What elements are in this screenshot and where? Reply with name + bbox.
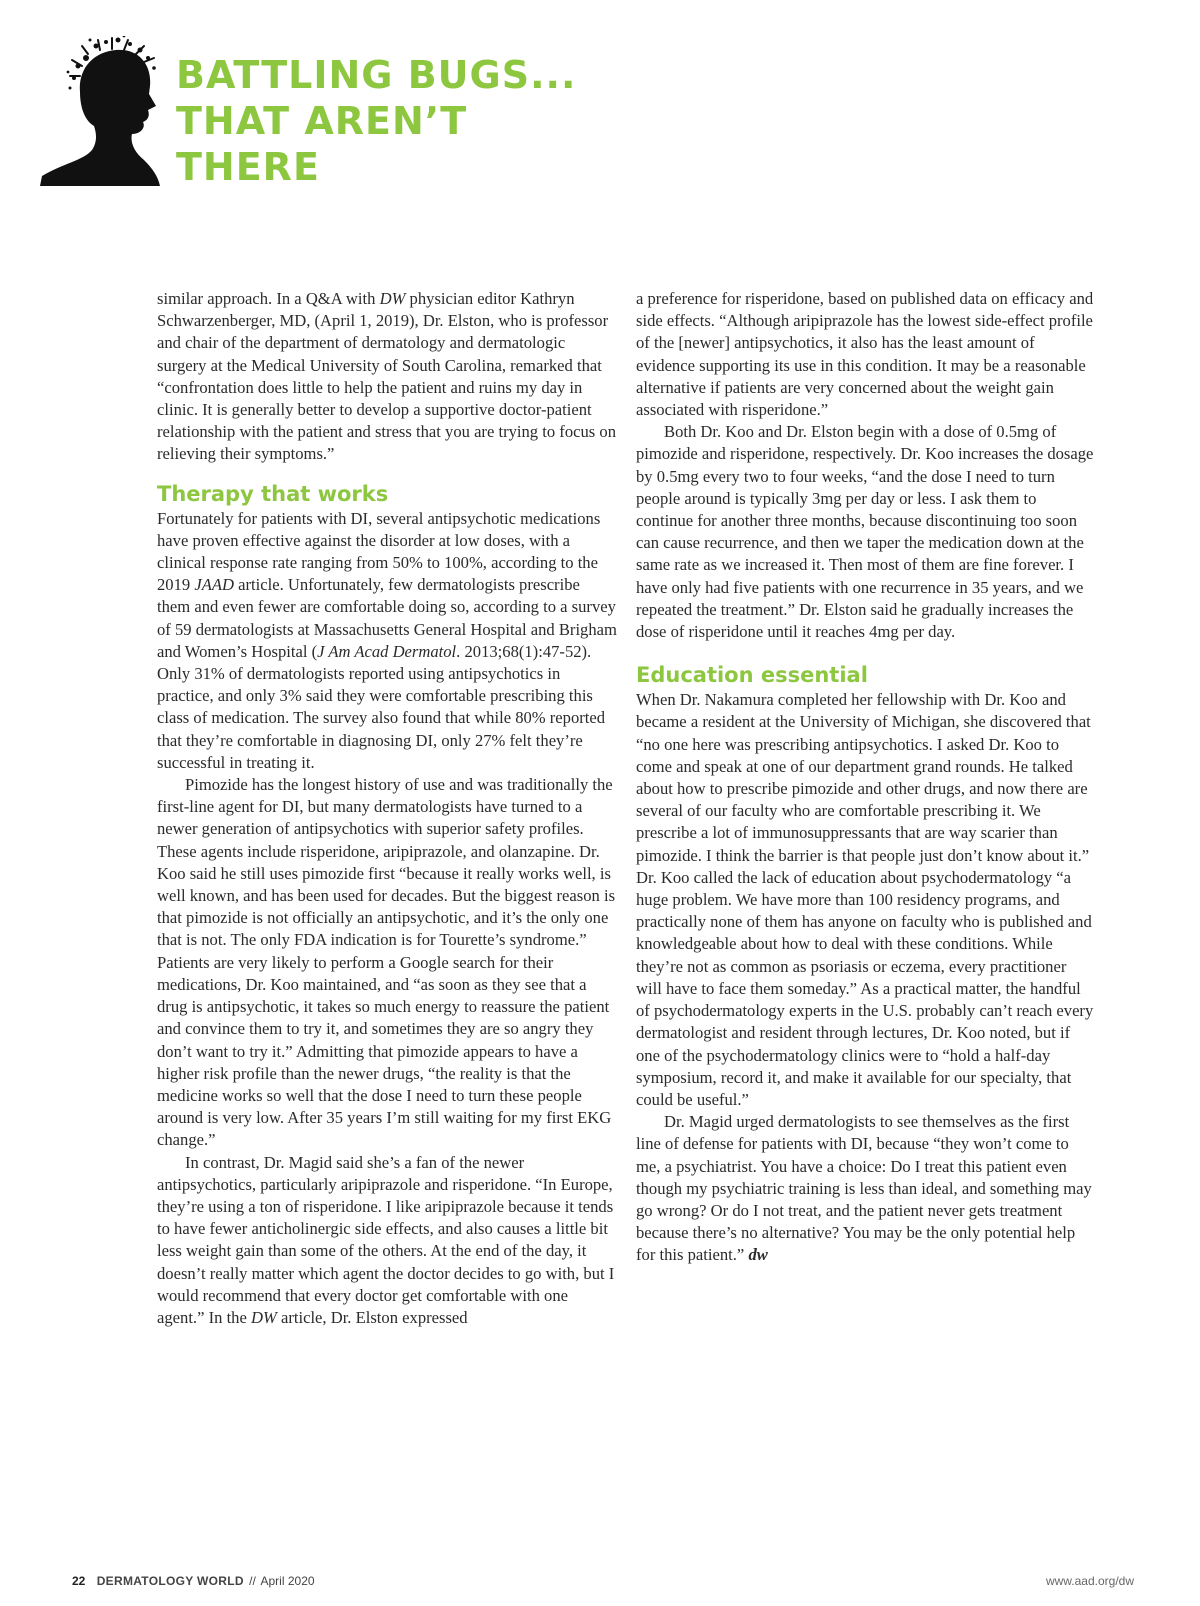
title-line: THAT AREN’T xyxy=(176,99,468,143)
publication-name: DERMATOLOGY WORLD xyxy=(96,1574,244,1588)
footer-separator: // xyxy=(249,1574,256,1588)
body-paragraph: Fortunately for patients with DI, several antipsychotic medications have proven effective against the disorder at low doses, with a clinical response rate ranging from 50% to 100%, according to the 2019 JAAD article. Unfortunately, few dermatologists prescribe them and even fewer are comfortable doing so, according to a survey of 59 dermatologists at Massachusetts General Hospital and Brigham and Women’s Hospital (J Am Acad Dermatol. 2013;68(1):47-52). Only 31% of dermatologists reported using antipsychotics in practice, and only 3% said they were comfortable prescribing this class of medication. The survey also found that while 80% reported that they’re comfortable in diagnosing DI, only 27% felt they’re successful in treating it. xyxy=(157,508,617,772)
head-silhouette-icon xyxy=(40,36,165,186)
issue-date: April 2020 xyxy=(260,1574,315,1588)
body-paragraph: In contrast, Dr. Magid said she’s a fan of the newer antipsychotics, particularly aripiprazole and risperidone. “In Europe, they’re using a ton of risperidone. I like aripiprazole because it tends to have fewer anticholinergic side effects, and also causes a little bit less weight gain than some of the others. At the end of the day, it doesn’t really matter which agent the doctor decides to go with, but I would recommend that every doctor get comfortable with one agent.” In the DW article, Dr. Elston expressed xyxy=(157,1152,615,1327)
body-paragraph: When Dr. Nakamura completed her fellowship with Dr. Koo and became a resident at the University of Michigan, she discovered that “no one here was prescribing antipsychotics. I asked Dr. Koo to come and speak at one of our department grand rounds. He talked about how to prescribe pimozide and other drugs, and now there are several of our faculty who are comfortable prescribing it. We prescribe a lot of immunosuppressants that are way scarier than pimozide. I think the barrier is that people just don’t know about it.” Dr. Koo called the lack of education about psychodermatology “a huge problem. We have more than 100 residency programs, and practically none of them has anyone on faculty who is published and knowledgeable about how to deal with these conditions. While they’re not as common as psoriasis or eczema, every practitioner will have to face them someday.” As a practical matter, the handful of psychodermatology experts in the U.S. probably can’t reach every dermatologist and resident through lectures, Dr. Koo noted, but if one of the psychodermatology clinics were to “hold a half-day symposium, record it, and make it available for our specialty, that could be useful.” xyxy=(636,690,1094,1109)
body-paragraph: a preference for risperidone, based on published data on efficacy and side effects. “Although aripiprazole has the lowest side-effect profile of the [newer] antipsychotics, it also has the least amount of evidence supporting its use in this condition. It may be a reasonable alternative if patients are very concerned about the weight gain associated with risperidone.” xyxy=(636,289,1094,420)
footer-url: www.aad.org/dw xyxy=(1045,1574,1134,1588)
body-paragraph: Pimozide has the longest history of use and was traditionally the first-line agent for DI, but many dermatologists have turned to a newer generation of antipsychotics with superior safety profiles. These agents include risperidone, aripiprazole, and olanzapine. Dr. Koo said he still uses pimozide first “because it really works well, is well known, and has been used for decades. But the biggest reason is that pimozide is not officially an antipsychotic, and it’s the only one that is not. The only FDA indication is for Tourette’s syndrome.” Patients are very likely to perform a Google search for their medications, Dr. Koo maintained, and “as soon as they see that a drug is antipsychotic, it takes so much energy to reassure the patient and convince them to try it, and sometimes they are so angry they don’t want to try it.” Admitting that pimozide appears to have a higher risk profile than the newer drugs, “the reality is that the medicine works so well that the dose I need to turn these people around is very low. After 35 years I’m still waiting for my first EKG change.” xyxy=(157,775,616,1150)
body-paragraph: similar approach. In a Q&A with DW physician editor Kathryn Schwarzenberger, MD, (April 1, 2019), Dr. Elston, who is professor and chair of the department of dermatology and dermatologic surgery at the Medical University of South Carolina, remarked that “confrontation does little to help the patient and ruins my day in clinic. It is generally better to develop a supportive doctor-patient relationship with the patient and stress that you are trying to focus on relieving their symptoms.” xyxy=(157,289,616,464)
dw-signoff: dw xyxy=(748,1245,768,1265)
body-paragraph: Both Dr. Koo and Dr. Elston begin with a dose of 0.5mg of pimozide and risperidone, respectively. Dr. Koo increases the dosage by 0.5mg every two to four weeks, “and the dose I need to turn people around is typically 3mg per day or less. I ask them to continue for another three months, because discontinuing too soon can cause recurrence, and then we taper the medication down at the same rate as we increased it. Then most of them are fine forever. I have only had five patients with one recurrence in 35 years, and we repeated the treatment.” Dr. Elston said he gradually increases the dose of risperidone until it reaches 4mg per day. xyxy=(636,422,1094,642)
body-paragraph: Dr. Magid urged dermatologists to see themselves as the first line of defense for patients with DI, because “they won’t come to me, a psychiatrist. You have a choice: Do I treat this patient even though my psychiatric training is less than ideal, and something may go wrong? Or do I not treat, and the patient never gets treatment because there’s no alternative? You may be the only potential help for this patient.” dw xyxy=(636,1112,1092,1265)
title-line: BATTLING BUGS... xyxy=(176,53,577,97)
page-number: 22 xyxy=(72,1574,86,1588)
right-column xyxy=(636,288,1096,1267)
page-footer xyxy=(72,1574,315,1588)
article-title xyxy=(176,52,576,190)
left-column xyxy=(157,288,617,1329)
section-heading-therapy: Therapy that works xyxy=(157,481,389,506)
section-heading-education: Education essential xyxy=(636,663,868,688)
title-line: THERE xyxy=(176,145,320,189)
